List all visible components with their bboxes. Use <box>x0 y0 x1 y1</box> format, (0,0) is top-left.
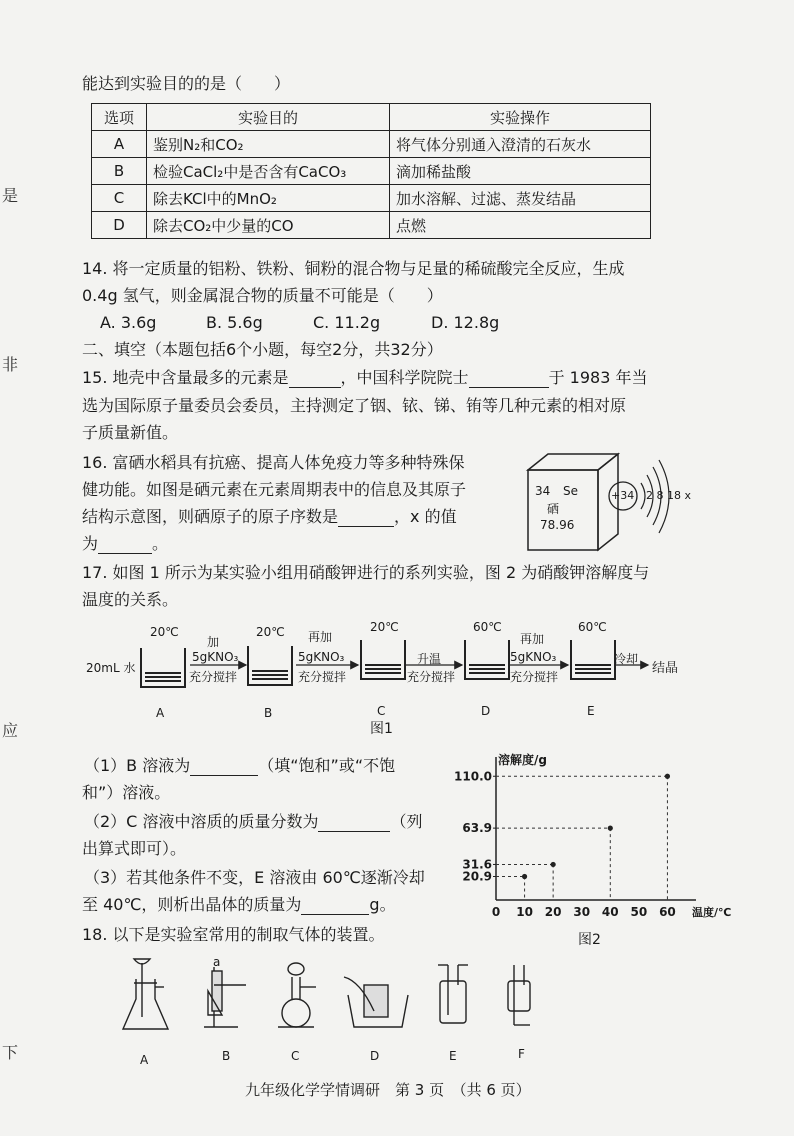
step-top: 加 <box>207 635 220 649</box>
answer-blank <box>289 371 341 388</box>
table-header-row <box>92 104 651 131</box>
q15-line1 <box>82 368 647 388</box>
apparatus-f-icon <box>508 965 530 1025</box>
y-tick-label: 20.9 <box>462 869 492 884</box>
apparatus-label-f: F <box>518 1047 525 1061</box>
answer-blank <box>98 537 152 554</box>
data-point <box>665 774 670 779</box>
step-cool: 冷却 <box>614 652 639 666</box>
q17-s2 <box>84 812 422 832</box>
table-row <box>92 131 651 158</box>
answer-blank <box>318 815 390 832</box>
atom-structure-diagram <box>605 455 695 555</box>
q15-text: ，中国科学院院士 <box>340 368 469 387</box>
step-stir: 充分搅拌 <box>189 670 238 684</box>
y-axis-label: 溶解度/g <box>498 753 547 767</box>
beaker-temp-c: 20℃ <box>370 620 399 634</box>
table-row <box>92 185 651 212</box>
row-operation: 将气体分别通入澄清的石灰水 <box>390 131 651 158</box>
table-row <box>92 212 651 239</box>
q17-line1: 17. 如图 1 所示为某实验小组用硝酸钾进行的系列实验，图 2 为硝酸钾溶解度与 <box>82 563 650 582</box>
q17-s2-cont: 出算式即可）。 <box>82 839 187 858</box>
edge-char: 是 <box>2 186 19 205</box>
x-tick-label: 60 <box>659 905 676 919</box>
row-option: C <box>92 185 147 212</box>
col-operation: 实验操作 <box>390 104 651 131</box>
row-option: A <box>92 131 147 158</box>
beaker-temp-e: 60℃ <box>578 620 607 634</box>
x-tick-label: 50 <box>630 905 648 919</box>
step-stir: 充分搅拌 <box>407 670 456 684</box>
atom-shells: 2 8 18 x <box>646 489 691 502</box>
apparatus-label-b: B <box>222 1049 231 1063</box>
q16-text: 为 <box>82 534 99 553</box>
q18-text: 18. 以下是实验室常用的制取气体的装置。 <box>82 925 385 944</box>
q14-option-b: B. 5.6g <box>206 313 263 332</box>
answer-blank <box>190 759 258 776</box>
row-operation: 加水溶解、过滤、蒸发结晶 <box>390 185 651 212</box>
beaker-label-b: B <box>264 706 273 720</box>
step-top: 再加 <box>520 632 545 646</box>
apparatus-label-a: A <box>140 1053 149 1067</box>
page-footer: 九年级化学学情调研 第 3 页 （共 6 页） <box>245 1081 531 1099</box>
data-point <box>522 874 527 879</box>
q17-s1 <box>84 756 395 776</box>
q16-text: 。 <box>152 534 169 553</box>
q17-text: 至 40℃，则析出晶体的质量为 <box>82 895 302 914</box>
element-name: 硒 <box>547 502 560 516</box>
q17-text: （列 <box>390 812 423 831</box>
q14-option-c: C. 11.2g <box>313 313 381 332</box>
apparatus-row <box>118 955 678 1040</box>
beaker-temp-b: 20℃ <box>256 625 285 639</box>
q17-text: g。 <box>369 895 396 914</box>
q17-text: （1）B 溶液为 <box>84 756 191 775</box>
q17-line2: 温度的关系。 <box>82 590 179 609</box>
beaker-label-c: C <box>377 704 386 718</box>
step-reagent: 5gKNO₃ <box>192 650 239 664</box>
row-purpose: 鉴别N₂和CO₂ <box>147 131 390 158</box>
element-number: 34 <box>535 484 551 498</box>
q15-line2: 选为国际原子量委员会委员，主持测定了铟、铱、锑、铕等几种元素的相对原 <box>82 396 627 415</box>
col-option: 选项 <box>92 104 147 131</box>
x-tick-label: 10 <box>516 905 533 919</box>
q16-line3 <box>82 507 457 527</box>
apparatus-label-d: D <box>370 1049 380 1063</box>
step-reagent: 5gKNO₃ <box>298 650 345 664</box>
q15-line3: 子质量新值。 <box>82 423 179 442</box>
q17-text: （2）C 溶液中溶质的质量分数为 <box>84 812 319 831</box>
step-stir: 充分搅拌 <box>510 670 559 684</box>
step-stir: 充分搅拌 <box>298 670 347 684</box>
q13-options-table <box>91 103 651 239</box>
beaker-temp-a: 20℃ <box>150 625 179 639</box>
q16-text: ，x 的值 <box>394 507 457 526</box>
y-tick-label: 110.0 <box>454 769 492 784</box>
step-top: 再加 <box>308 630 333 644</box>
x-tick-label: 40 <box>601 905 619 919</box>
apparatus-b-icon <box>204 967 246 1027</box>
row-option: D <box>92 212 147 239</box>
beaker-label-d: D <box>481 704 491 718</box>
edge-char: 下 <box>2 1043 19 1062</box>
step-reagent: 5gKNO₃ <box>510 650 557 664</box>
row-operation: 点燃 <box>390 212 651 239</box>
q16-line2: 健功能。如图是硒元素在元素周期表中的信息及其原子 <box>82 480 467 499</box>
edge-char: 非 <box>2 355 19 374</box>
apparatus-e-icon <box>438 965 468 1023</box>
q17-s1-cont: 和”）溶液。 <box>82 783 171 802</box>
x-tick-label: 30 <box>573 905 591 919</box>
x-tick-label: 20 <box>544 905 562 919</box>
q17-s3-cont <box>82 895 396 915</box>
x-tick-label: 0 <box>491 905 501 919</box>
q14-line1: 14. 将一定质量的铝粉、铁粉、铜粉的混合物与足量的稀硫酸完全反应，生成 <box>82 259 625 278</box>
crystal-label: 结晶 <box>652 661 679 676</box>
row-option: B <box>92 158 147 185</box>
q17-s3: （3）若其他条件不变，E 溶液由 60℃逐渐冷却 <box>84 868 425 887</box>
q17-text: （填“饱和”或“不饱 <box>258 756 396 775</box>
y-tick-label: 31.6 <box>462 857 492 872</box>
row-purpose: 除去CO₂中少量的CO <box>147 212 390 239</box>
y-tick-label: 63.9 <box>462 821 492 836</box>
q14-option-d: D. 12.8g <box>431 313 500 332</box>
apparatus-label-c: C <box>291 1049 300 1063</box>
figure-1-caption: 图1 <box>370 721 393 737</box>
atom-nucleus: +34 <box>611 489 635 502</box>
water-label: 20mL 水 <box>86 661 136 675</box>
q15-text: 于 1983 年当 <box>548 368 648 387</box>
beaker-label-a: A <box>156 706 165 720</box>
element-symbol: Se <box>563 484 578 498</box>
q16-line1: 16. 富硒水稻具有抗癌、提高人体免疫力等多种特殊保 <box>82 453 465 472</box>
beaker-temp-d: 60℃ <box>473 620 502 634</box>
section-heading: 二、填空（本题包括6个小题，每空2分，共32分） <box>82 340 443 359</box>
x-axis-label: 温度/℃ <box>692 906 732 919</box>
q16-text: 结构示意图，则硒原子的原子序数是 <box>82 507 339 526</box>
answer-blank <box>301 898 369 915</box>
figure-2-caption: 图2 <box>578 932 601 948</box>
apparatus-a-icon <box>123 959 168 1029</box>
element-mass: 78.96 <box>540 518 575 532</box>
data-point <box>608 826 613 831</box>
data-point <box>551 862 556 867</box>
beaker-label-e: E <box>587 704 595 718</box>
apparatus-c-icon <box>278 963 316 1027</box>
q13-tail: 能达到实验目的的是（ ） <box>82 74 291 93</box>
apparatus-b-top-label: a <box>213 955 221 969</box>
q16-line4 <box>82 534 168 554</box>
row-purpose: 检验CaCl₂中是否含有CaCO₃ <box>147 158 390 185</box>
row-purpose: 除去KCl中的MnO₂ <box>147 185 390 212</box>
answer-blank <box>338 510 394 527</box>
solubility-chart <box>450 750 732 925</box>
table-row <box>92 158 651 185</box>
col-purpose: 实验目的 <box>147 104 390 131</box>
apparatus-label-e: E <box>449 1049 457 1063</box>
row-operation: 滴加稀盐酸 <box>390 158 651 185</box>
answer-blank <box>469 371 549 388</box>
step-heat: 升温 <box>417 652 442 666</box>
q14-option-a: A. 3.6g <box>100 313 157 332</box>
q15-text: 15. 地壳中含量最多的元素是 <box>82 368 289 387</box>
apparatus-d-icon <box>344 977 408 1027</box>
edge-char: 应 <box>2 721 19 740</box>
q14-line2: 0.4g 氢气，则金属混合物的质量不可能是（ ） <box>82 286 443 305</box>
